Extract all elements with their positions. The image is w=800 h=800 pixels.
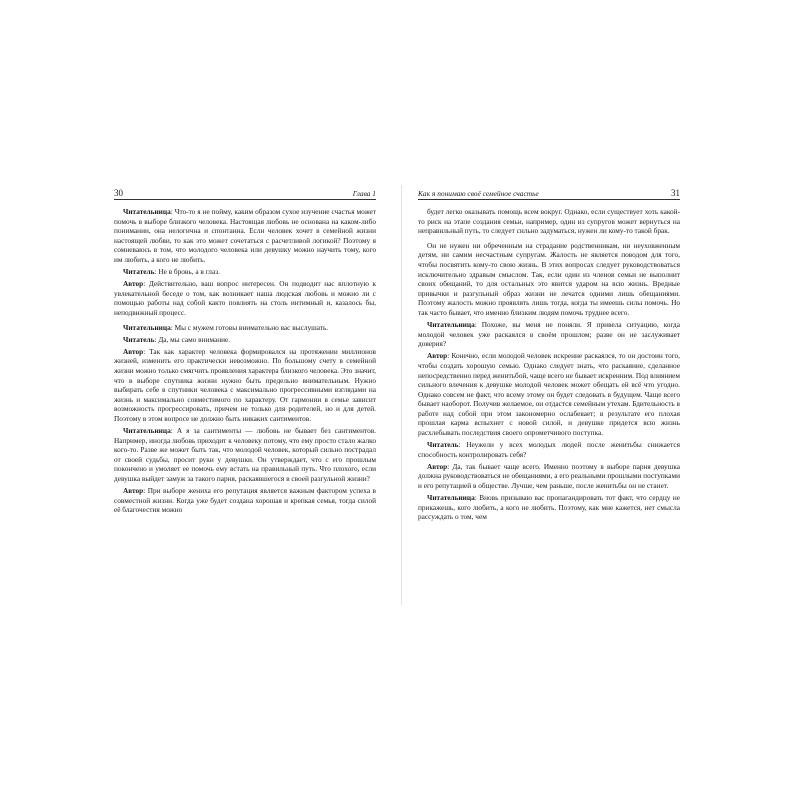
right-page <box>418 185 680 605</box>
paragraph <box>418 462 680 491</box>
right-page-text <box>418 207 680 522</box>
left-page-header <box>114 185 376 200</box>
paragraph <box>418 241 680 318</box>
speaker: Читательница <box>123 207 171 216</box>
speaker: Читательница <box>123 425 171 435</box>
paragraph-text: : Мы с мужем готовы внимательно вас выслушать. <box>170 322 329 332</box>
speaker: Автор <box>427 461 448 471</box>
paragraph-text: : При выборе жениха его репутация является важным фактором успеха в совместной жизни. Когда уже будет создана хорошая и крепкая семья, тогда силой её благочестия можно <box>114 486 376 515</box>
speaker: Автор <box>123 346 144 356</box>
paragraph <box>418 207 680 236</box>
paragraph <box>114 323 376 333</box>
paragraph <box>114 347 376 424</box>
speaker: Читатель <box>123 334 155 344</box>
paragraph-text: : Что-то я не пойму, каким образом сухое изучение счастья может помочь в выборе близкого человека. Настоящая любовь не основана на каком-либо понимании, она нелогична и спонтанна. Если человек хочет в семейной жизни настоящей любви, то как это может сочетаться с расчетливой логикой? Поэтому я сомневаюсь в том, что молодого человека или девушку можно научить тому, кого им любить, а кого не любить. <box>114 207 376 264</box>
paragraph <box>114 207 376 265</box>
page-number: 31 <box>671 188 680 198</box>
speaker: Читательница <box>427 320 475 330</box>
speaker: Читатель <box>427 440 459 450</box>
paragraph-text: : Да, так бывает чаще всего. Именно поэтому в выборе парня девушка должна руководствоваться не обещаниями, а его реальными прошлыми поступками и его репутацией в обществе. Лучше, чем раньше, после женитьбы он не станет. <box>418 461 680 491</box>
paragraph-text: будет легко оказывать помощь всем вокруг. Однако, если существует хоть какой-то риск на этапе создания семьи, например, один из супругов может вернуться на неправильный путь, то следует сильно задуматься, нужен ли кому-то такой брак. <box>418 207 680 236</box>
paragraph-text: : Да, мы само внимание. <box>154 334 231 344</box>
speaker: Автор <box>123 279 144 289</box>
paragraph-text: : Не в бровь, а в глаз. <box>154 267 220 277</box>
paragraph-text: : Действительно, ваш вопрос интересен. Он подводит нас вплотную к увлекательной беседе о том, как возникает наша людская любовь и можно ли с помощью работы над собой както повлиять на столь интимный и, казалось бы, неподвижный процесс. <box>114 279 376 317</box>
paragraph-text: : Так как характер человека формировался на протяжении миллионов жизней, изменить его практически невозможно. По большому счету в семейной жизни можно только смягчить проявления характера близкого человека. Это значит, что в выборе спутника жизни нужно быть предельно внимательным. Нужно выбирать себе в спутники человека с максимально прогрессивными взглядами на жизнь и максимально совместимого по характеру. От гармонии в семье зависит возможность прогрессировать, причем не только для родителей, но и для детей. Поэтому в этом вопросе не должно быть никаких сантиментов. <box>114 346 376 423</box>
speaker: Читательница <box>123 322 171 332</box>
paragraph-text: : Конечно, если молодой человек искренне раскаялся, то он достоин того, чтобы создать хорошую семью. Однако следует знать, что раскаяние, сделанное непосредственно перед женитьбой, чаще всего не бывает искренним. Под влиянием сильного влечения к девушке молодой человек может обещать ей всё что угодно. Однако совсем не факт, что всему этому он будет следовать в будущем. Чаще всего бывает наоборот. Получив желаемое, он отдастся семейным утехам. Бдительность в работе над собой при этом закономерно ослабевает; в результате его плохая прошлая карма вспыхнет с новой силой, и девушке придется всю жизнь расхлебывать последствия своего опрометчивого поступка. <box>418 351 680 438</box>
running-head: Как я понимаю своё семейное счастье <box>418 189 539 198</box>
left-page <box>114 185 376 605</box>
paragraph <box>114 426 376 484</box>
paragraph <box>418 351 680 437</box>
paragraph <box>418 440 680 459</box>
page-number: 30 <box>114 188 123 198</box>
speaker: Читатель <box>123 267 155 277</box>
right-page-header <box>418 185 680 200</box>
paragraph <box>418 320 680 349</box>
running-head: Глава 1 <box>352 189 376 198</box>
left-page-text <box>114 207 376 515</box>
paragraph <box>418 493 680 522</box>
paragraph <box>114 335 376 345</box>
paragraph-text: Он не нужен ни обреченным на страдание родственникам, ни неуховженным детям, ни самим несчастным супругам. Жалость не является поводом для того, чтобы посвятить кому-то свою жизнь. В этих вопросах следует руководствоваться исключительно здравым смыслом. Так, если один из членов семьи не выполнит своих обещаний, то для остальных это явится ударом на всю жизнь. Вредные привычки и разгульный образ жизни не лечатся одними лишь обещаниями. Поэтому жалость можно проявлять лишь тогда, когда ты имеешь силы помочь. Но так часто бывает, что именно близким людям помочь труднее всего. <box>418 240 680 317</box>
paragraph-text: : А я за сантименты — любовь не бывает без сантиментов. Например, иногда любовь приходит к человеку потому, что ему просто стало жалко кого-то. Разве же может быть так, что молодой человек, который сильно пострадал от своей судьбы, просит руки у девушки. Он утверждает, что с его прошлым покончено и умоляет ее помочь ему встать на правильный путь. Что плохого, если девушка выйдет замуж за такого парня, раскаявшегося в своей разгульной жизни? <box>114 425 376 483</box>
paragraph-text: : Похоже, вы меня не поняли. Я привела ситуацию, когда молодой человек уже раскаялся в своём прошлом; разве он не заслуживает доверия? <box>418 320 680 349</box>
paragraph <box>114 267 376 277</box>
paragraph-text: : Неужели у всех молодых людей после женитьбы снижается способность контролировать себя? <box>418 440 680 459</box>
paragraph-text: : Вновь призываю вас пропагандировать тот факт, что сердцу не прикажешь, кого любить, а кого не любить. Поэтому, как мне кажется, нет смысла рассуждать о том, чем <box>418 493 680 522</box>
paragraph <box>114 486 376 515</box>
paragraph <box>114 279 376 317</box>
speaker: Автор <box>427 351 448 361</box>
speaker: Читательница <box>427 493 475 503</box>
gutter-divider <box>401 185 402 605</box>
book-spread <box>106 185 696 605</box>
speaker: Автор <box>123 486 144 496</box>
